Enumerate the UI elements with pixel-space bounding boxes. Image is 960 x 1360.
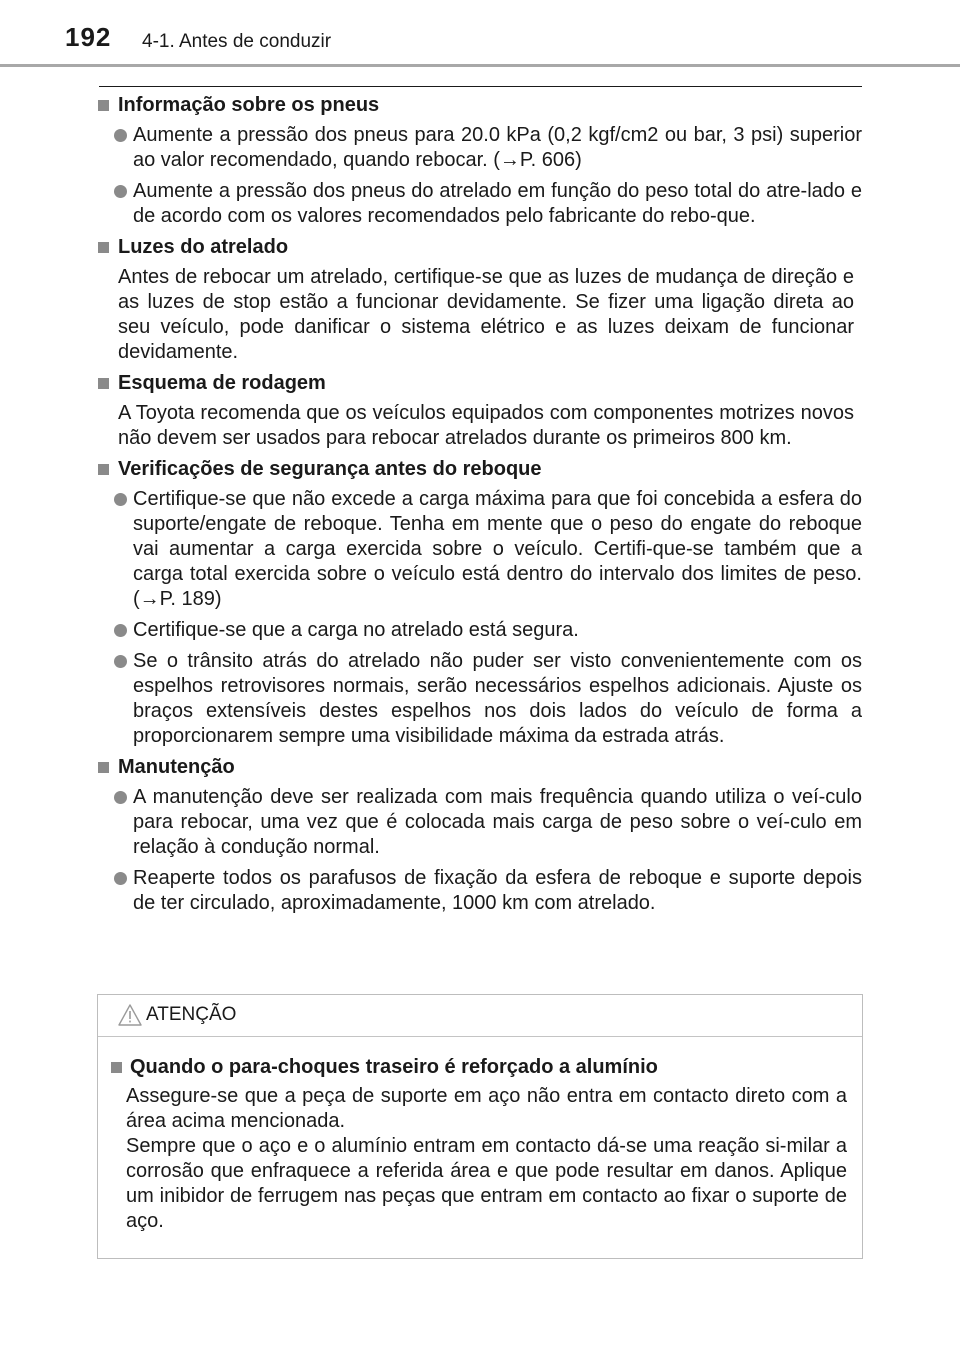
section-break-in — [97, 371, 862, 451]
bullet-item: Certifique-se que não excede a carga máxima para que foi concebida a esfera do suporte/engate de reboque. Tenha em mente que o peso do engate do reboque vai aumentar a carga exercida sobre o veículo. Certifi-que-se também que a carga total exercida sobre o veículo está dentro do intervalo dos limites de peso. (→P. 189) — [97, 487, 862, 612]
section-heading: Esquema de rodagem — [97, 371, 862, 396]
round-bullet-icon — [114, 493, 127, 506]
bullet-item: Se o trânsito atrás do atrelado não puder ser visto convenientemente com os espelhos retrovisores normais, serão necessários espelhos adicionais. Ajuste os braços extensíveis destes espelhos nos dois lados do veículo de forma a proporcionarem sempre uma visibilidade máxima da estrada atrás. — [97, 649, 862, 749]
bullet-item: Aumente a pressão dos pneus do atrelado em função do peso total do atre-lado e de acordo com os valores recomendados pelo fabricante do rebo-que. — [97, 179, 862, 229]
section-heading: Verificações de segurança antes do reboque — [97, 457, 862, 482]
section-trailer-lights — [97, 235, 862, 365]
content-divider — [99, 86, 862, 87]
warning-body — [98, 1037, 862, 1234]
section-heading: Luzes do atrelado — [97, 235, 862, 260]
square-bullet-icon — [111, 1062, 122, 1073]
header-divider — [0, 64, 960, 67]
round-bullet-icon — [114, 129, 127, 142]
section-tire-info — [97, 93, 862, 229]
section-heading: Informação sobre os pneus — [97, 93, 862, 118]
section-paragraph: A Toyota recomenda que os veículos equipados com componentes motrizes novos não devem ser usados para rebocar atrelados durante os primeiros 800 km. — [118, 402, 854, 449]
round-bullet-icon — [114, 185, 127, 198]
section-heading: Manutenção — [97, 755, 862, 780]
square-bullet-icon — [98, 100, 109, 111]
square-bullet-icon — [98, 464, 109, 475]
warning-heading: Quando o para-choques traseiro é reforçado a alumínio — [110, 1055, 847, 1080]
bullet-item: Certifique-se que a carga no atrelado está segura. — [97, 618, 862, 643]
warning-paragraph: Assegure-se que a peça de suporte em aço não entra em contacto direto com a área acima mencionada. — [126, 1085, 847, 1132]
warning-header — [98, 995, 862, 1037]
section-maintenance — [97, 755, 862, 916]
round-bullet-icon — [114, 624, 127, 637]
square-bullet-icon — [98, 242, 109, 253]
main-content — [97, 93, 862, 922]
warning-paragraph: Sempre que o aço e o alumínio entram em contacto dá-se uma reação si-milar a corrosão que enfraquece a referida área e que pode resultar em danos. Aplique um inibidor de ferrugem nas peças que entram em contacto ao fixar o suporte de aço. — [126, 1135, 847, 1232]
section-paragraph: Antes de rebocar um atrelado, certifique-se que as luzes de mudança de direção e as luzes de stop estão a funcionar devidamente. Se fizer uma ligação direta ao seu veículo, pode danificar o sistema elétrico e as luzes deixam de funcionar devidamente. — [118, 266, 854, 363]
section-title: 4-1. Antes de conduzir — [142, 31, 332, 52]
page-number: 192 — [65, 22, 112, 52]
round-bullet-icon — [114, 872, 127, 885]
square-bullet-icon — [98, 762, 109, 773]
square-bullet-icon — [98, 378, 109, 389]
bullet-item: Aumente a pressão dos pneus para 20.0 kPa (0,2 kgf/cm2 ou bar, 3 psi) superior ao valor recomendado, quando rebocar. (→P. 606) — [97, 123, 862, 173]
bullet-item: A manutenção deve ser realizada com mais frequência quando utiliza o veí-culo para rebocar, uma vez que é colocada mais carga de peso sobre o veí-culo em relação à condução normal. — [97, 785, 862, 860]
section-safety-checks — [97, 457, 862, 749]
warning-box — [97, 994, 863, 1259]
bullet-item: Reaperte todos os parafusos de fixação da esfera de reboque e suporte depois de ter circulado, aproximadamente, 1000 km com atrelado. — [97, 866, 862, 916]
warning-triangle-icon — [118, 1004, 142, 1026]
round-bullet-icon — [114, 791, 127, 804]
warning-title: ATENÇÃO — [146, 1004, 237, 1025]
round-bullet-icon — [114, 655, 127, 668]
